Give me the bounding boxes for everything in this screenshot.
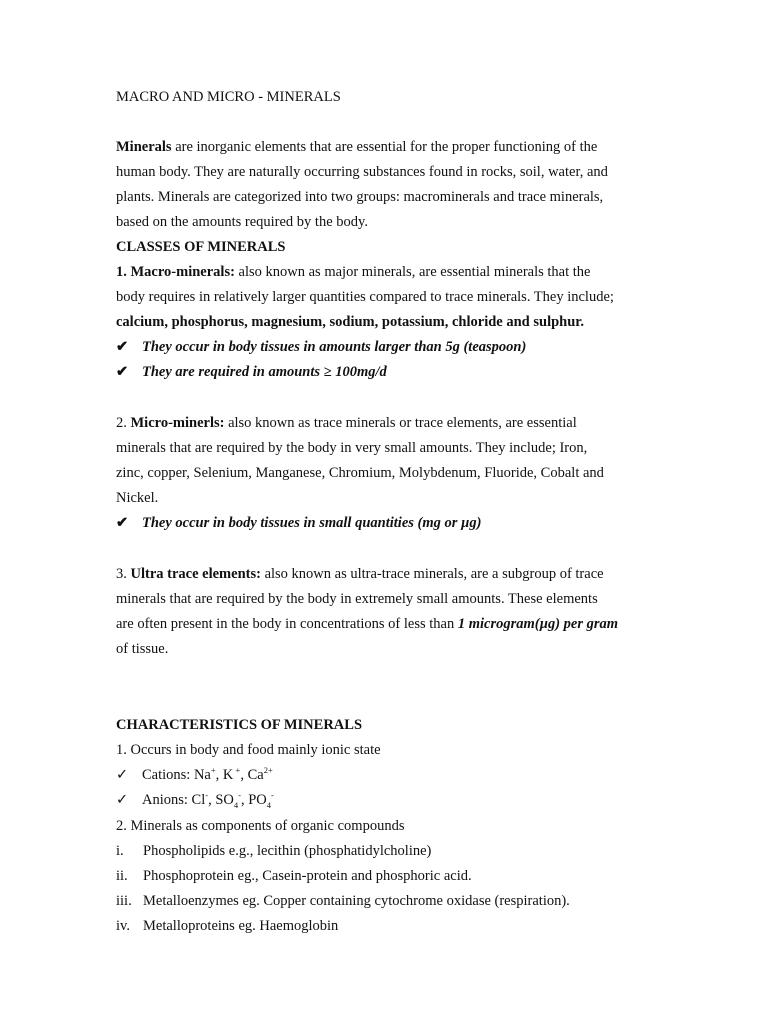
list-item: ii. Phosphoprotein eg., Casein-protein and phosphoric acid.	[116, 868, 472, 884]
macro-line-2: body requires in relatively larger quantities compared to trace minerals. They include;	[116, 289, 614, 305]
ultra-line-1: 3. Ultra trace elements: also known as ultra-trace minerals, are a subgroup of trace	[116, 566, 604, 582]
intro-line-2: human body. They are naturally occurring substances found in rocks, soil, water, and	[116, 164, 608, 180]
intro-line-4: based on the amounts required by the body.	[116, 214, 368, 230]
checkmark-icon: ✔	[116, 515, 129, 531]
ultra-line-2: minerals that are required by the body in extremely small amounts. These elements	[116, 591, 598, 607]
classes-heading: CLASSES OF MINERALS	[116, 239, 286, 255]
macro-bullet-1: ✔ They occur in body tissues in amounts larger than 5g (teaspoon)	[116, 339, 527, 355]
ultra-line-3: are often present in the body in concentrations of less than 1 microgram(µg) per gram	[116, 616, 619, 632]
macro-label: 1. Macro-minerals:	[116, 264, 235, 280]
macro-line-1: 1. Macro-minerals: also known as major minerals, are essential minerals that the	[116, 264, 591, 280]
micro-line-4: Nickel.	[116, 490, 159, 506]
micro-label: Micro-minerls:	[130, 415, 225, 431]
micro-bullet-1: ✔ They occur in body tissues in small quantities (mg or µg)	[116, 515, 482, 531]
macro-line-3: calcium, phosphorus, magnesium, sodium, potassium, chloride and sulphur.	[116, 314, 585, 330]
ultra-label: Ultra trace elements:	[130, 566, 261, 582]
list-item: iv. Metalloproteins eg. Haemoglobin	[116, 918, 339, 934]
checkmark-icon: ✔	[116, 339, 129, 355]
characteristics-point-2: 2. Minerals as components of organic compounds	[116, 818, 405, 834]
intro-term: Minerals	[116, 139, 172, 155]
cations-bullet: ✓ Cations: Na+, K +, $Ca^{2+}$	[116, 765, 273, 783]
intro-line-3: plants. Minerals are categorized into two groups: macrominerals and trace minerals,	[116, 189, 604, 205]
macro-bullet-2: ✔ They are required in amounts ≥ 100mg/d	[116, 364, 387, 380]
micro-line-2: minerals that are required by the body in very small amounts. They include; Iron,	[116, 440, 588, 456]
checkmark-icon: ✓	[116, 792, 129, 808]
ultra-line-4: of tissue.	[116, 641, 169, 657]
micro-line-3: zinc, copper, Selenium, Manganese, Chromium, Molybdenum, Fluoride, Cobalt and	[116, 465, 604, 481]
anions-bullet: ✓ Anions: Cl-, $SO_4^-$, $PO_4^-$	[116, 790, 274, 810]
characteristics-heading: CHARACTERISTICS OF MINERALS	[116, 717, 363, 733]
micro-line-1: 2. Micro-minerls: also known as trace minerals or trace elements, are essential	[116, 415, 577, 431]
list-item: i. Phospholipids e.g., lecithin (phosphatidylcholine)	[116, 843, 432, 859]
checkmark-icon: ✔	[116, 364, 129, 380]
list-item: iii. Metalloenzymes eg. Copper containing cytochrome oxidase (respiration).	[116, 893, 570, 909]
intro-line-1: Minerals are inorganic elements that are essential for the proper functioning of the	[116, 139, 598, 155]
checkmark-icon: ✓	[116, 767, 129, 783]
page-title: MACRO AND MICRO - MINERALS	[116, 89, 341, 105]
characteristics-point-1: 1. Occurs in body and food mainly ionic state	[116, 742, 381, 758]
ultra-emphasis: 1 microgram(µg) per gram	[457, 616, 619, 632]
